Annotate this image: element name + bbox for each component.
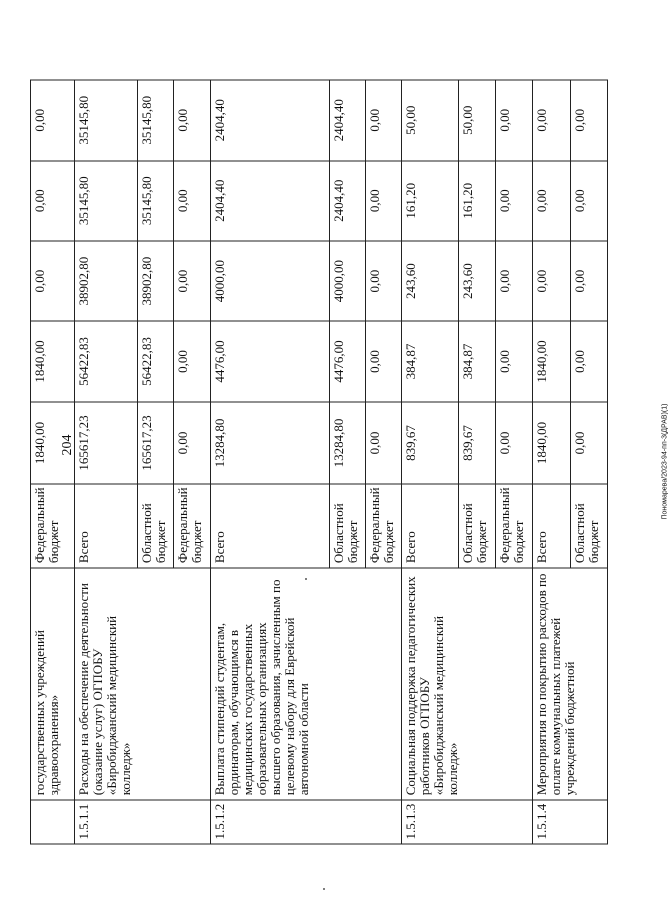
table-row <box>211 80 330 844</box>
cell-source: Всего <box>75 484 138 567</box>
document-side-note: Пономарева/2023-94-пп-3(ДРАВ)(1) <box>661 403 669 520</box>
cell-v5: 35145,80 <box>138 80 174 161</box>
cell-source: Федеральный бюджет <box>366 484 402 567</box>
cell-v2: 4476,00 <box>330 321 366 401</box>
cell-v1: 165617,23 <box>75 402 138 484</box>
cell-v2: 384,87 <box>459 321 496 401</box>
cell-v1: 13284,80 <box>211 402 330 484</box>
table-row <box>31 80 75 844</box>
cell-name: Социальная поддержка педагогических работников ОГПОБУ «Биробиджанский медицинский колледж» <box>402 568 533 800</box>
cell-v5: 0,00 <box>174 80 211 161</box>
cell-v1: 839,67 <box>459 402 496 484</box>
table-row <box>402 80 459 844</box>
cell-v2: 1840,00 <box>31 321 75 401</box>
cell-source: Всего <box>402 484 459 567</box>
cell-v5: 50,00 <box>402 80 459 161</box>
cell-v3: 243,60 <box>402 241 459 321</box>
cell-source: Областной бюджет <box>330 484 366 567</box>
cell-v4: 0,00 <box>533 161 571 241</box>
cell-v4: 35145,80 <box>75 161 138 241</box>
cell-v2: 0,00 <box>366 321 402 401</box>
cell-v1: 0,00 <box>366 402 402 484</box>
cell-source: Федеральный бюджет <box>31 484 75 567</box>
cell-v2: 56422,83 <box>75 321 138 401</box>
table-row <box>75 80 138 844</box>
cell-name: государственных учреждений здравоохранения» <box>31 568 75 800</box>
cell-v5: 0,00 <box>366 80 402 161</box>
table-row <box>533 80 571 844</box>
cell-name: Мероприятия по покрытию расходов по оплате коммунальных платежей учреждений бюджетной <box>533 568 608 800</box>
cell-v5: 50,00 <box>459 80 496 161</box>
cell-v4: 161,20 <box>459 161 496 241</box>
cell-v4: 161,20 <box>402 161 459 241</box>
cell-v4: 35145,80 <box>138 161 174 241</box>
cell-v3: 0,00 <box>366 241 402 321</box>
cell-source: Всего <box>533 484 571 567</box>
cell-v4: 0,00 <box>571 161 608 241</box>
cell-name: Выплата стипендий студентам, ординаторам, обучающимся в медицинских государственных образовательных организациях высшего образования, зачисленным по целевому набору для Еврейской автономной области <box>211 568 402 800</box>
cell-v2: 56422,83 <box>138 321 174 401</box>
cell-v5: 2404,40 <box>330 80 366 161</box>
cell-code <box>31 800 75 844</box>
cell-v1: 0,00 <box>174 402 211 484</box>
cell-source: Федеральный бюджет <box>174 484 211 567</box>
cell-v3: 0,00 <box>31 241 75 321</box>
cell-v3: 243,60 <box>459 241 496 321</box>
cell-v1: 0,00 <box>496 402 533 484</box>
cell-v5: 0,00 <box>31 80 75 161</box>
cell-v3: 0,00 <box>496 241 533 321</box>
cell-v2: 4476,00 <box>211 321 330 401</box>
page-number: 204 <box>60 434 75 456</box>
cell-v1: 0,00 <box>571 402 608 484</box>
cell-v2: 1840,00 <box>533 321 571 401</box>
cell-v1: 1840,00 <box>31 402 75 484</box>
cell-code: 1.5.1.4 <box>533 800 608 844</box>
cell-v3: 0,00 <box>571 241 608 321</box>
cell-source: Областной бюджет <box>459 484 496 567</box>
cell-v3: 4000,00 <box>211 241 330 321</box>
cell-code: 1.5.1.2 <box>211 800 402 844</box>
cell-v1: 13284,80 <box>330 402 366 484</box>
cell-v5: 35145,80 <box>75 80 138 161</box>
cell-v3: 0,00 <box>174 241 211 321</box>
scan-speck <box>323 888 325 890</box>
cell-v4: 0,00 <box>496 161 533 241</box>
cell-v5: 2404,40 <box>211 80 330 161</box>
cell-v3: 4000,00 <box>330 241 366 321</box>
cell-source: Всего <box>211 484 330 567</box>
cell-v2: 384,87 <box>402 321 459 401</box>
cell-name: Расходы на обеспечение деятельности (оказание услуг) ОГПОБУ «Биробиджанский медицинский колледж» <box>75 568 211 800</box>
cell-v5: 0,00 <box>496 80 533 161</box>
table-body <box>31 80 608 844</box>
cell-source: Областной бюджет <box>138 484 174 567</box>
cell-v4: 0,00 <box>31 161 75 241</box>
cell-v4: 0,00 <box>366 161 402 241</box>
budget-table <box>30 80 608 845</box>
cell-v2: 0,00 <box>496 321 533 401</box>
cell-v3: 0,00 <box>533 241 571 321</box>
cell-source: Областной бюджет <box>571 484 608 567</box>
cell-v4: 0,00 <box>174 161 211 241</box>
cell-v5: 0,00 <box>571 80 608 161</box>
cell-v1: 1840,00 <box>533 402 571 484</box>
cell-v1: 165617,23 <box>138 402 174 484</box>
cell-v1: 839,67 <box>402 402 459 484</box>
cell-code: 1.5.1.3 <box>402 800 533 844</box>
cell-source: Федеральный бюджет <box>496 484 533 567</box>
cell-v2: 0,00 <box>571 321 608 401</box>
cell-v3: 38902,80 <box>75 241 138 321</box>
cell-v4: 2404,40 <box>211 161 330 241</box>
cell-v4: 2404,40 <box>330 161 366 241</box>
cell-code: 1.5.1.1 <box>75 800 211 844</box>
cell-v3: 38902,80 <box>138 241 174 321</box>
cell-v2: 0,00 <box>174 321 211 401</box>
cell-v5: 0,00 <box>533 80 571 161</box>
